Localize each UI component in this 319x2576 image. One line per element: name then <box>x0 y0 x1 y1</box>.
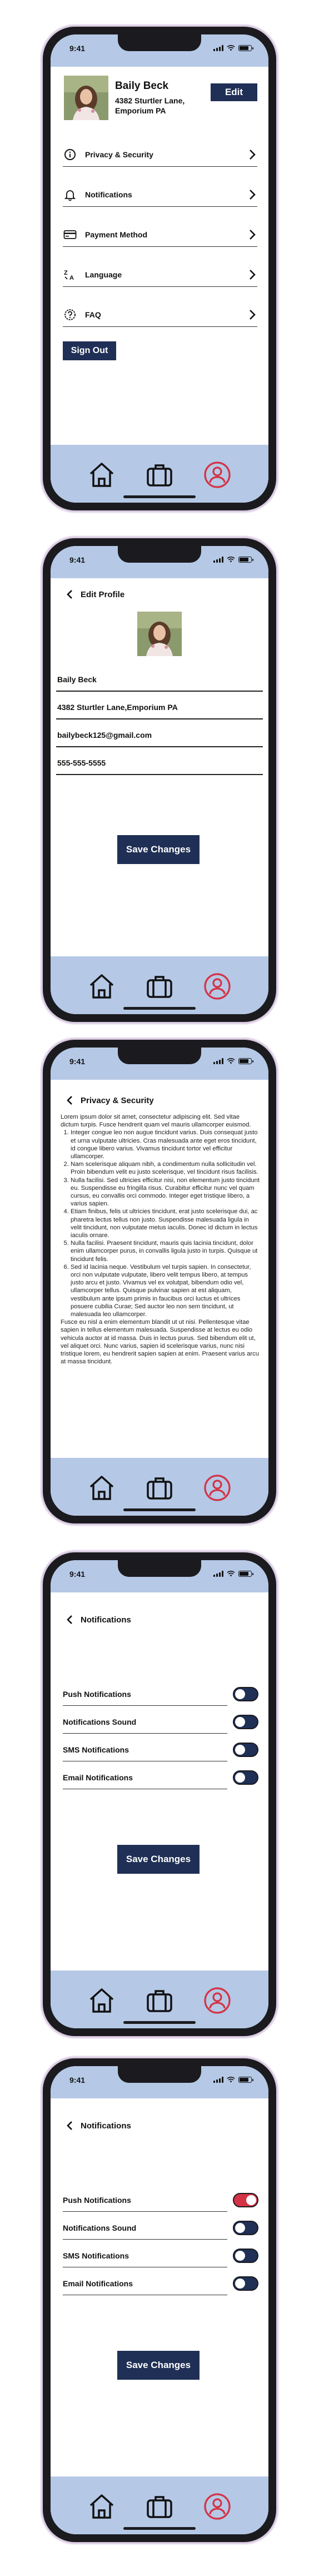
phone-field[interactable]: 555-555-5555 <box>56 758 263 775</box>
tab-bar <box>51 2476 268 2534</box>
back-button[interactable] <box>65 2121 131 2131</box>
phone-profile <box>43 27 276 510</box>
tab-bar <box>51 445 268 503</box>
policy-item: 2. Nam scelerisque aliquam nibh, a condimentum nulla sollicitudin vel. Proin bibendum velit eu justo scelerisque, vel tincidunt risus facilisis. <box>71 1160 260 1176</box>
tab-home[interactable] <box>86 1985 117 2016</box>
settings-menu <box>63 135 257 335</box>
menu-item-language[interactable] <box>63 255 257 295</box>
profile-address: 4382 Sturtler Lane, Emporium PA <box>115 96 185 115</box>
menu-item-faq[interactable] <box>63 295 257 335</box>
back-button[interactable] <box>65 1615 131 1625</box>
wifi-icon <box>227 2077 235 2083</box>
signal-icon <box>213 45 223 51</box>
home-icon <box>87 460 116 489</box>
user-icon <box>203 972 232 1001</box>
credit-card-icon <box>63 227 77 242</box>
battery-icon <box>238 1571 252 1577</box>
home-icon <box>87 1986 116 2015</box>
status-time: 9:41 <box>69 1057 86 1066</box>
chevron-left-icon <box>65 589 75 599</box>
signal-icon <box>213 1058 223 1064</box>
toggle-row-sound <box>63 2215 258 2241</box>
phone-edit-profile <box>43 538 276 1022</box>
tab-bar <box>51 956 268 1014</box>
email-notifications-toggle[interactable] <box>233 1770 258 1785</box>
suitcase-icon <box>145 1986 174 2015</box>
wifi-icon <box>227 1571 235 1577</box>
tab-bar <box>51 1971 268 2028</box>
toggle-row-email <box>63 2271 258 2296</box>
policy-list <box>61 1129 260 1318</box>
wifi-icon <box>227 557 235 563</box>
email-field[interactable]: bailybeck125@gmail.com <box>56 731 263 747</box>
suitcase-icon <box>145 2492 174 2521</box>
suitcase-icon <box>145 460 174 489</box>
tab-home[interactable] <box>86 971 117 1002</box>
phone-notifications-off <box>43 1552 276 2036</box>
home-icon <box>87 2492 116 2521</box>
user-icon <box>203 2492 232 2521</box>
user-icon <box>203 1473 232 1502</box>
chevron-left-icon <box>65 2121 75 2131</box>
page-title: Notifications <box>81 2121 131 2131</box>
toggle-row-email <box>63 1765 258 1790</box>
signal-icon <box>213 2077 223 2083</box>
toggle-label: SMS Notifications <box>63 2251 129 2260</box>
avatar[interactable] <box>137 612 182 656</box>
menu-label: Language <box>85 270 122 279</box>
toggle-label: SMS Notifications <box>63 1745 129 1754</box>
push-notifications-toggle[interactable] <box>233 2193 258 2207</box>
wifi-icon <box>227 45 235 51</box>
edit-profile-screen <box>51 546 268 1014</box>
policy-intro: Lorem ipsum dolor sit amet, consectetur adipiscing elit. Sed vitae dictum turpis. Fusce hendrerit quam vel mauris ullamcorper euismod. <box>61 1114 251 1129</box>
tab-home[interactable] <box>86 2491 117 2522</box>
chevron-right-icon <box>247 148 257 161</box>
policy-item: 3. Nulla facilisi. Sed ultricies efficitur nisi, non elementum justo tincidunt eu. Suspendisse eu fringilla risus. Curabitur efficitur nunc vel quam cursus, eu convallis orci commodo. Integer eget tristique libero, a varius sapien. <box>71 1177 260 1208</box>
tab-profile[interactable] <box>202 459 233 490</box>
user-icon <box>203 1986 232 2015</box>
notifications-sound-toggle[interactable] <box>233 2221 258 2235</box>
policy-item: 4. Etiam finibus, felis ut ultricies tincidunt, erat justo scelerisque dui, ac pharetra lectus tellus non justo. Suspendisse malesuada ligula in velit tincidunt, non vulputate metus iaculis. Donec id dictum in lectus iaculis ornare. <box>71 1208 260 1239</box>
policy-item: 5. Nulla facilisi. Praesent tincidunt, mauris quis lacinia tincidunt, dolor enim ullamcorper purus, in convallis ligula justo in turpis. Quisque ut tincidunt felis. <box>71 1239 260 1263</box>
bell-icon <box>63 187 77 202</box>
toggle-label: Notifications Sound <box>63 2223 137 2232</box>
status-bar <box>51 1048 268 1080</box>
status-bar <box>51 34 268 67</box>
toggle-row-push <box>63 1681 258 1707</box>
signal-icon <box>213 557 223 563</box>
status-time: 9:41 <box>69 44 86 53</box>
tab-orders[interactable] <box>144 971 175 1002</box>
suitcase-icon <box>145 972 174 1001</box>
policy-outro: Fusce eu nisl a enim elementum blandit ut ut nisi. Pellentesque vitae sapien in tellus elementum malesuada. Suspendisse at lectus eu odio vehicula auctor at id massa. Duis in lectus purus. Sed bibendum elit ut, vel aliquet orci. Nunc varius, sapien id scelerisque varius, nunc nisi tristique lorem, eu hendrerit sapien sapien at enim. Praesent varius arcu at massa tincidunt. <box>61 1319 259 1366</box>
toggle-row-sms <box>63 1737 258 1763</box>
tab-bar <box>51 1458 268 1516</box>
signal-icon <box>213 1571 223 1577</box>
user-icon <box>203 460 232 489</box>
page-title: Privacy & Security <box>81 1095 154 1105</box>
svg-text:Z: Z <box>64 270 68 276</box>
profile-screen <box>51 34 268 503</box>
chevron-left-icon <box>65 1615 75 1625</box>
status-bar <box>51 2066 268 2098</box>
tab-profile[interactable] <box>202 1985 233 2016</box>
menu-label: FAQ <box>85 310 101 319</box>
page-title: Notifications <box>81 1615 131 1625</box>
menu-label: Notifications <box>85 190 132 199</box>
tab-profile[interactable] <box>202 971 233 1002</box>
info-icon <box>63 147 77 162</box>
sign-out-button[interactable]: Sign Out <box>63 341 116 360</box>
tab-profile[interactable] <box>202 1472 233 1503</box>
tab-orders[interactable] <box>144 1472 175 1503</box>
tab-home[interactable] <box>86 459 117 490</box>
toggle-row-sms <box>63 2243 258 2269</box>
tab-orders[interactable] <box>144 2491 175 2522</box>
battery-icon <box>238 557 252 563</box>
battery-icon <box>238 45 252 51</box>
wifi-icon <box>227 1058 235 1064</box>
suitcase-icon <box>145 1473 174 1502</box>
home-icon <box>87 1473 116 1502</box>
chevron-left-icon <box>65 1095 75 1105</box>
toggle-label: Notifications Sound <box>63 1718 137 1726</box>
profile-name: Baily Beck <box>115 80 169 92</box>
tab-profile[interactable] <box>202 2491 233 2522</box>
status-time: 9:41 <box>69 1570 86 1579</box>
save-changes-button[interactable]: Save Changes <box>117 2351 200 2380</box>
sms-notifications-toggle[interactable] <box>233 2249 258 2263</box>
notifications-screen <box>51 2066 268 2534</box>
status-time: 9:41 <box>69 2076 86 2084</box>
toggle-label: Push Notifications <box>63 2196 131 2205</box>
address-field[interactable]: 4382 Sturtler Lane,Emporium PA <box>56 703 263 719</box>
status-time: 9:41 <box>69 555 86 564</box>
toggle-row-push <box>63 2187 258 2213</box>
policy-text <box>61 1113 260 1366</box>
policy-item: 1. Integer congue leo non augue tincidunt varius. Duis consequat justo et urna vulputate ultricies. Cras malesuada ante eget eros tincidunt, id congue libero varius. Vivamus tincidunt tortor vel efficitur ullamcorper. <box>71 1129 260 1160</box>
menu-item-payment[interactable] <box>63 215 257 255</box>
edit-button[interactable]: Edit <box>211 83 257 101</box>
name-field[interactable]: Baily Beck <box>56 675 263 692</box>
svg-text:A: A <box>69 275 74 281</box>
notifications-sound-toggle[interactable] <box>233 1715 258 1729</box>
menu-item-privacy[interactable] <box>63 135 257 175</box>
menu-label: Payment Method <box>85 230 148 239</box>
chevron-right-icon <box>247 229 257 241</box>
save-changes-button[interactable]: Save Changes <box>117 1845 200 1874</box>
phone-notifications-on <box>43 2058 276 2542</box>
email-notifications-toggle[interactable] <box>233 2276 258 2291</box>
page-title: Edit Profile <box>81 589 125 599</box>
status-bar <box>51 546 268 578</box>
menu-item-notifications[interactable] <box>63 175 257 215</box>
toggle-label: Email Notifications <box>63 2279 133 2288</box>
tab-orders[interactable] <box>144 1985 175 2016</box>
help-icon <box>63 307 77 322</box>
status-bar <box>51 1560 268 1592</box>
phone-privacy <box>43 1040 276 1523</box>
push-notifications-toggle[interactable] <box>233 1687 258 1701</box>
home-icon <box>87 972 116 1001</box>
chevron-right-icon <box>247 309 257 321</box>
translate-icon <box>63 267 77 282</box>
tab-home[interactable] <box>86 1472 117 1503</box>
avatar <box>64 76 108 120</box>
battery-icon <box>238 1058 252 1064</box>
toggle-row-sound <box>63 1709 258 1735</box>
toggle-label: Push Notifications <box>63 1690 131 1699</box>
policy-item: 6. Sed id lacinia neque. Vestibulum vel turpis sapien. In consectetur, orci non vulputate vulputate, libero velit tempus libero, at tempus justo arcu et justo. Vivamus vel ex volutpat, bibendum odio vel, ullamcorper tellus. Quisque pulvinar sapien at est aliquam, vestibulum ante ipsum primis in faucibus orci luctus et ultrices posuere cubilia Curae; Sed auctor leo non sem tincidunt, ut malesuada leo ullamcorper. <box>71 1263 260 1318</box>
sms-notifications-toggle[interactable] <box>233 1743 258 1757</box>
notifications-screen <box>51 1560 268 2028</box>
toggle-label: Email Notifications <box>63 1773 133 1782</box>
chevron-right-icon <box>247 188 257 201</box>
menu-label: Privacy & Security <box>85 150 153 159</box>
save-changes-button[interactable]: Save Changes <box>117 835 200 864</box>
chevron-right-icon <box>247 269 257 281</box>
battery-icon <box>238 2077 252 2083</box>
tab-orders[interactable] <box>144 459 175 490</box>
privacy-screen <box>51 1048 268 1516</box>
back-button[interactable] <box>65 589 124 599</box>
back-button[interactable] <box>65 1095 154 1105</box>
